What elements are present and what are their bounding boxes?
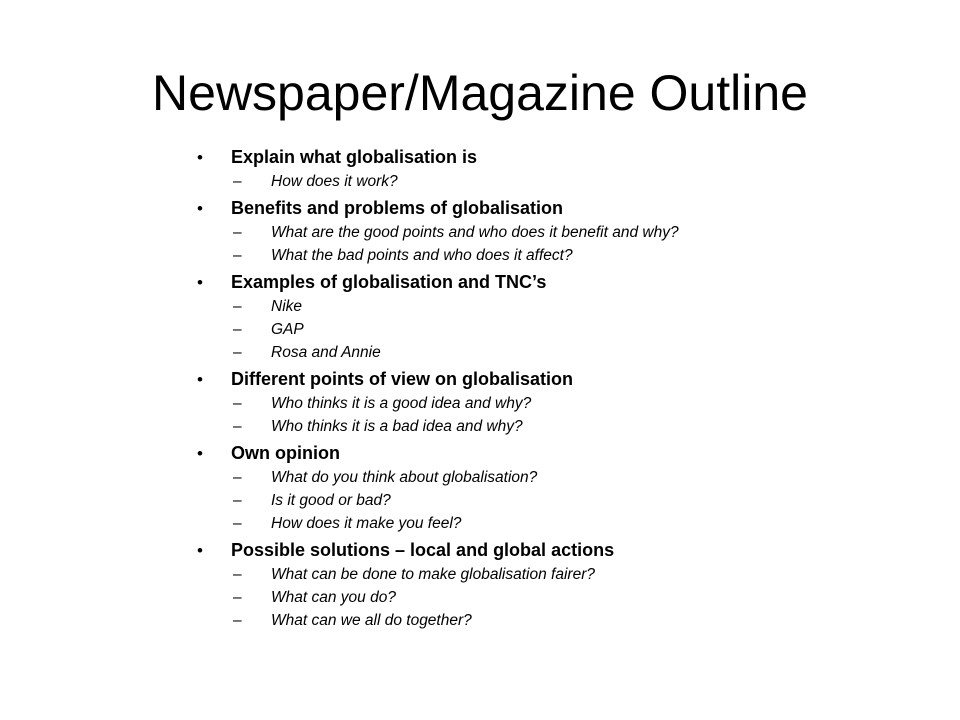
dash-icon: – bbox=[233, 344, 242, 361]
sub-item-text: How does it make you feel? bbox=[271, 515, 462, 532]
sub-item-text: What do you think about globalisation? bbox=[271, 469, 538, 486]
sub-list bbox=[195, 170, 895, 193]
dash-icon: – bbox=[233, 418, 242, 435]
sub-item-text: Nike bbox=[271, 298, 303, 315]
outline-section bbox=[195, 441, 895, 535]
section-heading: Examples of globalisation and TNC’s bbox=[231, 272, 547, 292]
section-heading: Benefits and problems of globalisation bbox=[231, 198, 564, 218]
section-heading: Explain what globalisation is bbox=[231, 147, 478, 167]
dash-icon: – bbox=[233, 298, 242, 315]
sub-item-text: What are the good points and who does it benefit and why? bbox=[271, 224, 679, 241]
sub-item bbox=[195, 244, 895, 267]
sub-item bbox=[195, 341, 895, 364]
sub-item bbox=[195, 415, 895, 438]
sub-list bbox=[195, 221, 895, 267]
sub-list bbox=[195, 392, 895, 438]
sub-item-text: Who thinks it is a good idea and why? bbox=[271, 395, 532, 412]
outline-section bbox=[195, 367, 895, 438]
section-heading: Different points of view on globalisation bbox=[231, 369, 574, 389]
section-heading-row bbox=[195, 538, 895, 563]
bullet-icon: • bbox=[197, 444, 203, 463]
sub-item-text: Is it good or bad? bbox=[271, 492, 391, 509]
dash-icon: – bbox=[233, 247, 242, 264]
section-heading-row bbox=[195, 270, 895, 295]
section-heading-row bbox=[195, 145, 895, 170]
slide-title: Newspaper/Magazine Outline bbox=[152, 65, 808, 121]
sub-item-text: What can be done to make globalisation fairer? bbox=[271, 566, 595, 583]
dash-icon: – bbox=[233, 224, 242, 241]
sub-list bbox=[195, 466, 895, 535]
sub-item-text: GAP bbox=[271, 321, 304, 338]
bullet-icon: • bbox=[197, 370, 203, 389]
dash-icon: – bbox=[233, 173, 242, 190]
sub-item bbox=[195, 466, 895, 489]
dash-icon: – bbox=[233, 566, 242, 583]
sub-item bbox=[195, 170, 895, 193]
section-heading-row bbox=[195, 196, 895, 221]
sub-item-text: How does it work? bbox=[271, 173, 398, 190]
section-heading-row bbox=[195, 367, 895, 392]
dash-icon: – bbox=[233, 612, 242, 629]
bullet-icon: • bbox=[197, 199, 203, 218]
sub-item bbox=[195, 392, 895, 415]
dash-icon: – bbox=[233, 321, 242, 338]
section-heading: Possible solutions – local and global actions bbox=[231, 540, 615, 560]
outline-section bbox=[195, 538, 895, 632]
dash-icon: – bbox=[233, 395, 242, 412]
dash-icon: – bbox=[233, 589, 242, 606]
outline-section bbox=[195, 145, 895, 193]
bullet-icon: • bbox=[197, 273, 203, 292]
outline-section bbox=[195, 196, 895, 267]
sub-item-text: Who thinks it is a bad idea and why? bbox=[271, 418, 523, 435]
sub-list bbox=[195, 295, 895, 364]
sub-item bbox=[195, 221, 895, 244]
bullet-icon: • bbox=[197, 148, 203, 167]
sub-item bbox=[195, 563, 895, 586]
sub-item bbox=[195, 586, 895, 609]
sub-item-text: What the bad points and who does it affect? bbox=[271, 247, 573, 264]
sub-item bbox=[195, 295, 895, 318]
section-heading: Own opinion bbox=[231, 443, 340, 463]
dash-icon: – bbox=[233, 469, 242, 486]
outline-section bbox=[195, 270, 895, 364]
sub-item-text: What can you do? bbox=[271, 589, 396, 606]
bullet-icon: • bbox=[197, 541, 203, 560]
outline-list bbox=[195, 145, 895, 635]
dash-icon: – bbox=[233, 515, 242, 532]
sub-item bbox=[195, 318, 895, 341]
section-heading-row bbox=[195, 441, 895, 466]
sub-item bbox=[195, 512, 895, 535]
sub-item bbox=[195, 609, 895, 632]
sub-item bbox=[195, 489, 895, 512]
sub-item-text: Rosa and Annie bbox=[271, 344, 381, 361]
sub-list bbox=[195, 563, 895, 632]
dash-icon: – bbox=[233, 492, 242, 509]
sub-item-text: What can we all do together? bbox=[271, 612, 472, 629]
